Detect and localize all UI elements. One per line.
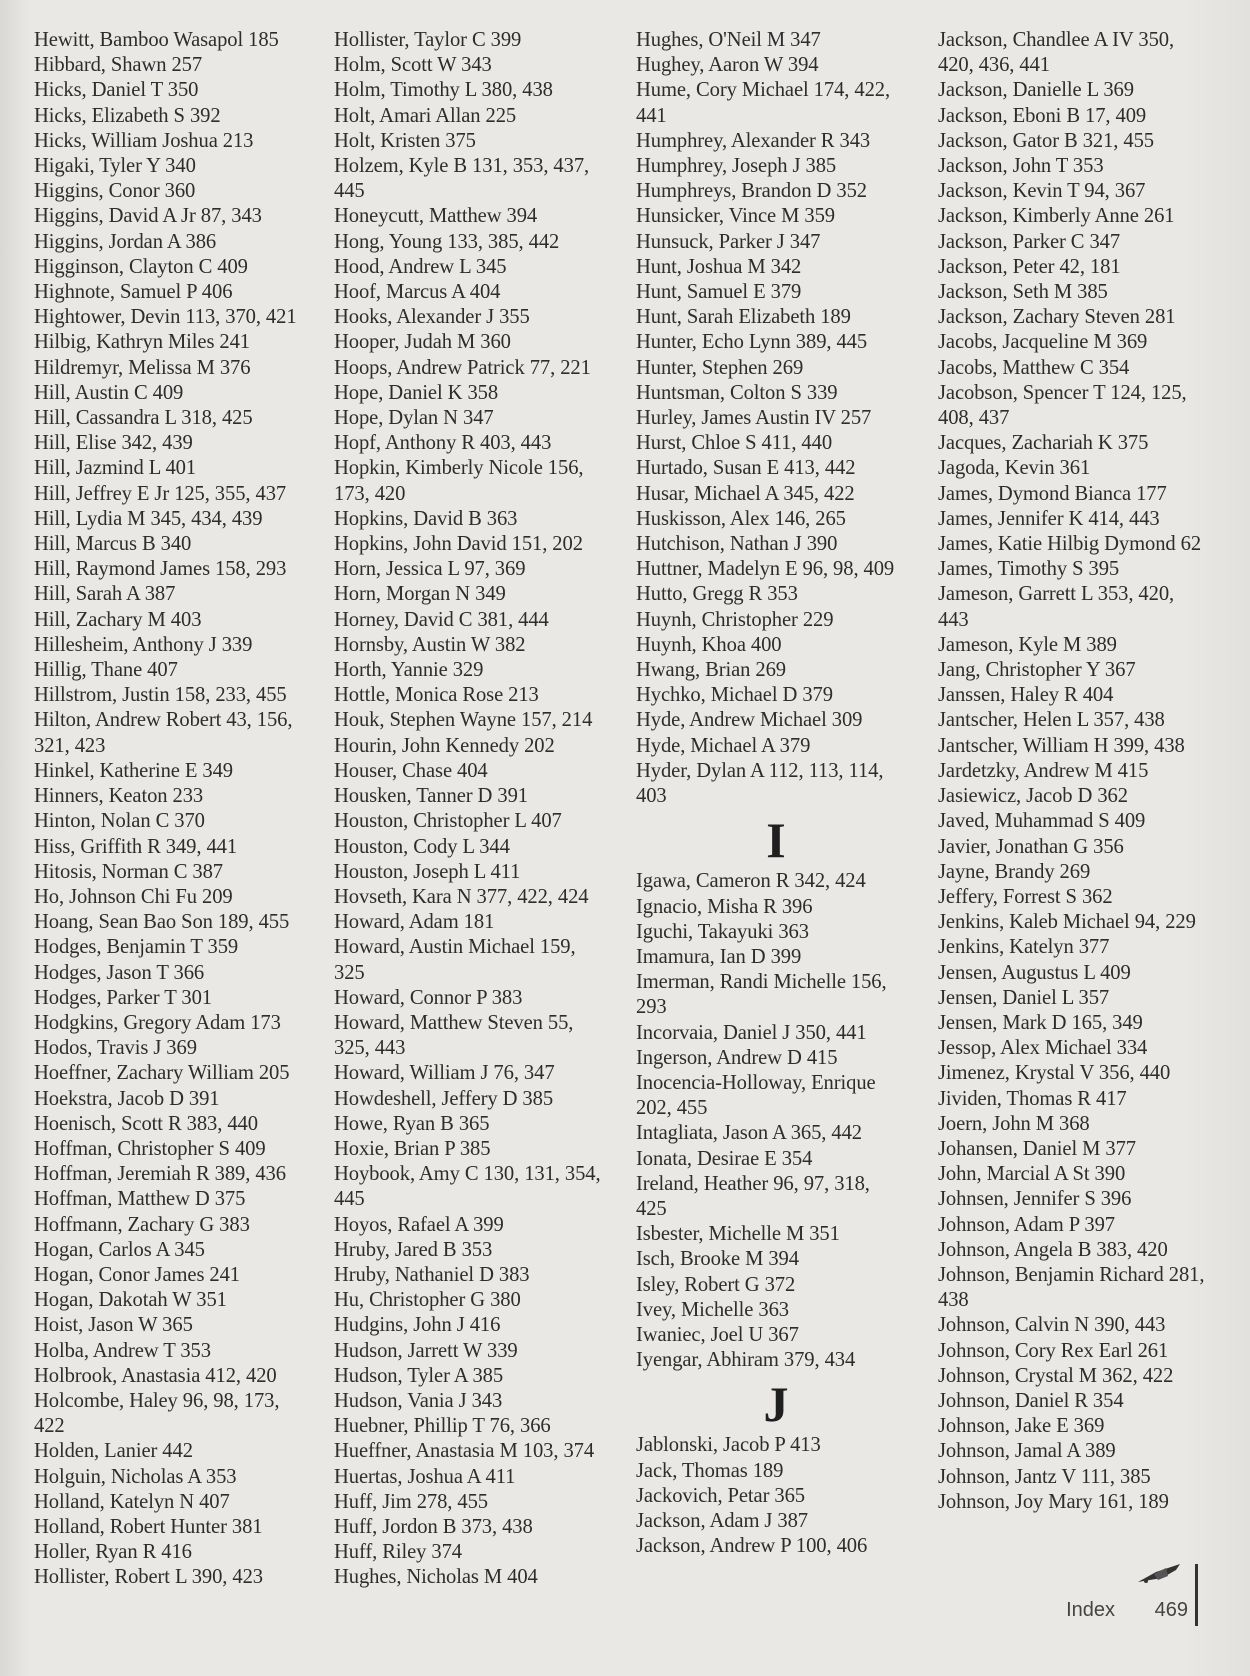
- index-entry: Humphrey, Joseph J 385: [636, 155, 837, 178]
- index-entry: Jardetzky, Andrew M 415: [938, 759, 1149, 782]
- index-entry: Housken, Tanner D 391: [334, 785, 528, 808]
- index-entry: Humphreys, Brandon D 352: [636, 180, 867, 203]
- index-entry: Jividen, Thomas R 417: [938, 1087, 1127, 1110]
- index-entry: Hu, Christopher G 380: [334, 1289, 521, 1312]
- index-entry: Hyder, Dylan A 112, 113, 114,: [636, 759, 884, 782]
- index-entry: Hoops, Andrew Patrick 77, 221: [334, 356, 591, 379]
- index-entry: Jackovich, Petar 365: [636, 1484, 805, 1507]
- index-entry: Honeycutt, Matthew 394: [334, 205, 538, 228]
- index-entry: Hopkins, David B 363: [334, 507, 518, 530]
- index-entry: Isbester, Michelle M 351: [636, 1223, 840, 1246]
- index-entry: Ivey, Michelle 363: [636, 1298, 789, 1321]
- index-entry: 420, 436, 441: [938, 54, 1050, 77]
- index-columns: [0, 28, 1250, 1608]
- index-entry: Hodges, Parker T 301: [34, 986, 212, 1009]
- index-entry: Johnson, Adam P 397: [938, 1213, 1115, 1236]
- index-entry: Johnson, Calvin N 390, 443: [938, 1314, 1166, 1337]
- index-entry: Hollister, Taylor C 399: [334, 29, 522, 51]
- index-entry: Johnson, Daniel R 354: [938, 1389, 1124, 1412]
- index-entry: Johnson, Joy Mary 161, 189: [938, 1490, 1169, 1513]
- index-entry: Hodgkins, Gregory Adam 173: [34, 1011, 281, 1034]
- index-entry: Hoyos, Rafael A 399: [334, 1213, 504, 1236]
- index-entry: Higgins, Conor 360: [34, 180, 196, 203]
- index-entry: Hunt, Samuel E 379: [636, 281, 802, 304]
- index-entry: Jackson, Eboni B 17, 409: [938, 104, 1147, 127]
- index-entry: Holm, Timothy L 380, 438: [334, 79, 553, 102]
- index-entry: Huff, Jim 278, 455: [334, 1490, 488, 1513]
- index-entry: Horn, Morgan N 349: [334, 583, 506, 606]
- index-entry: Hinton, Nolan C 370: [34, 810, 205, 833]
- index-entry: Huynh, Christopher 229: [636, 608, 834, 631]
- index-entry: Howard, Adam 181: [334, 911, 495, 934]
- index-entry: Hruby, Jared B 353: [334, 1238, 493, 1261]
- index-entry: Hodges, Benjamin T 359: [34, 936, 239, 959]
- index-entry: Igawa, Cameron R 342, 424: [636, 870, 866, 893]
- index-entry: Holler, Ryan R 416: [34, 1541, 192, 1564]
- index-entry: 445: [334, 180, 365, 203]
- index-entry: Hueffner, Anastasia M 103, 374: [334, 1440, 595, 1463]
- index-entry: Hume, Cory Michael 174, 422,: [636, 79, 891, 102]
- index-entry: Jackson, Peter 42, 181: [938, 255, 1121, 278]
- index-entry: Iwaniec, Joel U 367: [636, 1323, 799, 1346]
- index-entry: 441: [636, 104, 667, 127]
- index-entry: Jackson, Chandlee A IV 350,: [938, 29, 1175, 51]
- index-entry: Janssen, Haley R 404: [938, 684, 1114, 707]
- index-entry: Howard, Austin Michael 159,: [334, 936, 576, 959]
- index-entry: Holm, Scott W 343: [334, 54, 492, 77]
- index-entry: Hicks, William Joshua 213: [34, 129, 254, 152]
- index-entry: Hopf, Anthony R 403, 443: [334, 432, 552, 455]
- index-entry: Holt, Kristen 375: [334, 129, 476, 152]
- index-entry: Higginson, Clayton C 409: [34, 255, 248, 278]
- index-entry: Hutto, Gregg R 353: [636, 583, 798, 606]
- index-entry: Hunsuck, Parker J 347: [636, 230, 821, 253]
- index-entry: Huff, Jordon B 373, 438: [334, 1515, 533, 1538]
- index-entry: Hodos, Travis J 369: [34, 1037, 197, 1060]
- index-entry: Hunter, Echo Lynn 389, 445: [636, 331, 868, 354]
- index-entry: Hoybook, Amy C 130, 131, 354,: [334, 1163, 601, 1186]
- index-entry: 293: [636, 996, 667, 1019]
- footer-vertical-rule: [1195, 1564, 1198, 1626]
- index-entry: Jameson, Garrett L 353, 420,: [938, 583, 1175, 606]
- index-entry: Iguchi, Takayuki 363: [636, 920, 809, 943]
- index-entry: Hinners, Keaton 233: [34, 785, 204, 808]
- index-entry: Hope, Daniel K 358: [334, 381, 499, 404]
- index-entry: Huertas, Joshua A 411: [334, 1465, 516, 1488]
- index-entry: James, Jennifer K 414, 443: [938, 507, 1160, 530]
- index-entry: Jackson, Seth M 385: [938, 281, 1108, 304]
- index-entry: 443: [938, 608, 969, 631]
- index-column-3: [636, 28, 936, 1559]
- index-entry: Houston, Joseph L 411: [334, 860, 521, 883]
- index-entry: Hoenisch, Scott R 383, 440: [34, 1112, 258, 1135]
- graduation-cap-logo-icon: [1136, 1560, 1182, 1586]
- index-entry: 403: [636, 785, 667, 808]
- index-entry: Hoang, Sean Bao Son 189, 455: [34, 911, 290, 934]
- index-entry: Hicks, Elizabeth S 392: [34, 104, 221, 127]
- index-entry: Houk, Stephen Wayne 157, 214: [334, 709, 593, 732]
- index-entry: Jablonski, Jacob P 413: [636, 1434, 821, 1457]
- index-entry: Jayne, Brandy 269: [938, 860, 1091, 883]
- index-entry: Jenkins, Kaleb Michael 94, 229: [938, 911, 1196, 934]
- index-entry: Hottle, Monica Rose 213: [334, 684, 539, 707]
- index-entry: Hunt, Joshua M 342: [636, 255, 802, 278]
- index-entry: Jackson, Adam J 387: [636, 1509, 808, 1532]
- index-entry: Jackson, Kevin T 94, 367: [938, 180, 1146, 203]
- index-entry: Jantscher, Helen L 357, 438: [938, 709, 1165, 732]
- index-entry: 325: [334, 961, 365, 984]
- index-entry: Joern, John M 368: [938, 1112, 1090, 1135]
- index-entry: Hildremyr, Melissa M 376: [34, 356, 251, 379]
- index-entry: Humphrey, Alexander R 343: [636, 129, 871, 152]
- index-entry: Hillesheim, Anthony J 339: [34, 633, 253, 656]
- footer-section-label: Index: [1066, 1599, 1115, 1621]
- index-entry: Jacobs, Matthew C 354: [938, 356, 1130, 379]
- index-entry: Hillig, Thane 407: [34, 659, 178, 682]
- index-entry: Holt, Amari Allan 225: [334, 104, 517, 127]
- index-entry: Hopkins, John David 151, 202: [334, 533, 583, 556]
- index-entry: Hoof, Marcus A 404: [334, 281, 501, 304]
- index-entry: Hogan, Conor James 241: [34, 1263, 241, 1286]
- index-entry: Hightower, Devin 113, 370, 421: [34, 306, 297, 329]
- index-entry: Houser, Chase 404: [334, 759, 488, 782]
- index-entry: Jackson, Gator B 321, 455: [938, 129, 1154, 152]
- index-entry: Horn, Jessica L 97, 369: [334, 558, 526, 581]
- index-entry: Johnson, Benjamin Richard 281,: [938, 1263, 1205, 1286]
- index-entry: Hughey, Aaron W 394: [636, 54, 819, 77]
- index-entry: Johnson, Crystal M 362, 422: [938, 1364, 1174, 1387]
- index-entry: 438: [938, 1289, 969, 1312]
- index-entry: Holden, Lanier 442: [34, 1440, 193, 1463]
- index-entry: Holguin, Nicholas A 353: [34, 1465, 237, 1488]
- index-entry: Howard, Connor P 383: [334, 986, 523, 1009]
- index-entry: Huff, Riley 374: [334, 1541, 462, 1564]
- index-entry: 425: [636, 1197, 667, 1220]
- index-entry: Hiss, Griffith R 349, 441: [34, 835, 238, 858]
- index-entry: Hughes, Nicholas M 404: [334, 1566, 538, 1589]
- index-entry: 173, 420: [334, 482, 406, 505]
- index-entry: Jack, Thomas 189: [636, 1459, 784, 1482]
- index-entry: Hurley, James Austin IV 257: [636, 407, 872, 430]
- index-entry: James, Timothy S 395: [938, 558, 1120, 581]
- index-entry: Hibbard, Shawn 257: [34, 54, 203, 77]
- index-entry: 422: [34, 1415, 65, 1438]
- index-entry: 325, 443: [334, 1037, 406, 1060]
- page-number: 469: [1154, 1599, 1188, 1621]
- index-entry: Hill, Sarah A 387: [34, 583, 176, 606]
- index-entry: Ireland, Heather 96, 97, 318,: [636, 1172, 870, 1195]
- index-entry: Ionata, Desirae E 354: [636, 1147, 813, 1170]
- index-entry: Holba, Andrew T 353: [34, 1339, 211, 1362]
- index-entry: Jensen, Daniel L 357: [938, 986, 1110, 1009]
- index-entry: Hudson, Jarrett W 339: [334, 1339, 518, 1362]
- index-entry: Jasiewicz, Jacob D 362: [938, 785, 1128, 808]
- index-entry: Hillstrom, Justin 158, 233, 455: [34, 684, 287, 707]
- index-entry: Huntsman, Colton S 339: [636, 381, 838, 404]
- index-entry: Ignacio, Misha R 396: [636, 895, 813, 918]
- index-entry: Higgins, David A Jr 87, 343: [34, 205, 262, 228]
- index-entry: Jantscher, William H 399, 438: [938, 734, 1185, 757]
- index-entry: Ho, Johnson Chi Fu 209: [34, 885, 233, 908]
- section-letter-heading: I: [766, 812, 786, 869]
- index-entry: Isley, Robert G 372: [636, 1273, 796, 1296]
- index-entry: Hill, Raymond James 158, 293: [34, 558, 287, 581]
- index-entry: Hogan, Dakotah W 351: [34, 1289, 227, 1312]
- index-entry: Hudson, Tyler A 385: [334, 1364, 504, 1387]
- index-entry: Howdeshell, Jeffery D 385: [334, 1087, 554, 1110]
- index-entry: Jameson, Kyle M 389: [938, 633, 1117, 656]
- index-entry: Hurtado, Susan E 413, 442: [636, 457, 856, 480]
- index-entry: 321, 423: [34, 734, 106, 757]
- index-entry: Jacobs, Jacqueline M 369: [938, 331, 1148, 354]
- index-entry: Johansen, Daniel M 377: [938, 1137, 1136, 1160]
- index-entry: Horth, Yannie 329: [334, 659, 484, 682]
- index-entry: Johnson, Cory Rex Earl 261: [938, 1339, 1169, 1362]
- index-entry: Hicks, Daniel T 350: [34, 79, 199, 102]
- index-entry: Hill, Elise 342, 439: [34, 432, 193, 455]
- index-entry: Hoekstra, Jacob D 391: [34, 1087, 220, 1110]
- index-entry: Hill, Cassandra L 318, 425: [34, 407, 253, 430]
- index-entry: Johnson, Jake E 369: [938, 1415, 1105, 1438]
- index-entry: James, Katie Hilbig Dymond 62: [938, 533, 1202, 556]
- index-entry: Holland, Katelyn N 407: [34, 1490, 230, 1513]
- index-entry: Howard, William J 76, 347: [334, 1062, 555, 1085]
- index-entry: Hitosis, Norman C 387: [34, 860, 223, 883]
- index-entry: Hoffman, Christopher S 409: [34, 1137, 266, 1160]
- index-entry: Incorvaia, Daniel J 350, 441: [636, 1021, 867, 1044]
- index-entry: Hooper, Judah M 360: [334, 331, 511, 354]
- index-entry: Hudson, Vania J 343: [334, 1389, 503, 1412]
- index-entry: Hoffmann, Zachary G 383: [34, 1213, 250, 1236]
- index-entry: Imerman, Randi Michelle 156,: [636, 971, 887, 994]
- index-entry: Hunter, Stephen 269: [636, 356, 804, 379]
- index-entry: Hutchison, Nathan J 390: [636, 533, 838, 556]
- index-entry: Hoffman, Matthew D 375: [34, 1188, 246, 1211]
- index-entry: Jagoda, Kevin 361: [938, 457, 1091, 480]
- index-entry: John, Marcial A St 390: [938, 1163, 1126, 1186]
- index-entry: Holland, Robert Hunter 381: [34, 1515, 263, 1538]
- index-entry: Jeffery, Forrest S 362: [938, 885, 1113, 908]
- index-entry: Jacques, Zachariah K 375: [938, 432, 1149, 455]
- index-entry: Hourin, John Kennedy 202: [334, 734, 555, 757]
- index-entry: Hruby, Nathaniel D 383: [334, 1263, 530, 1286]
- index-entry: Jenkins, Katelyn 377: [938, 936, 1110, 959]
- index-entry: Huynh, Khoa 400: [636, 633, 782, 656]
- index-entry: Holcombe, Haley 96, 98, 173,: [34, 1389, 280, 1412]
- index-entry: Iyengar, Abhiram 379, 434: [636, 1349, 856, 1372]
- index-entry: Hill, Marcus B 340: [34, 533, 192, 556]
- index-entry: Hoxie, Brian P 385: [334, 1137, 491, 1160]
- index-entry: Ingerson, Andrew D 415: [636, 1046, 838, 1069]
- index-entry: Horney, David C 381, 444: [334, 608, 549, 631]
- index-entry: Jessop, Alex Michael 334: [938, 1037, 1148, 1060]
- index-entry: Intagliata, Jason A 365, 442: [636, 1122, 862, 1145]
- index-entry: Hunsicker, Vince M 359: [636, 205, 835, 228]
- index-entry: Hychko, Michael D 379: [636, 684, 833, 707]
- index-entry: Highnote, Samuel P 406: [34, 281, 233, 304]
- index-entry: Huskisson, Alex 146, 265: [636, 507, 846, 530]
- index-entry: Jensen, Augustus L 409: [938, 961, 1131, 984]
- index-column-4: [938, 28, 1238, 1515]
- index-entry: Jimenez, Krystal V 356, 440: [938, 1062, 1171, 1085]
- index-entry: Jackson, Zachary Steven 281: [938, 306, 1176, 329]
- index-entry: Hill, Jazmind L 401: [34, 457, 197, 480]
- index-entry: Jacobson, Spencer T 124, 125,: [938, 381, 1187, 404]
- index-entry: Holzem, Kyle B 131, 353, 437,: [334, 155, 590, 178]
- index-column-1: [34, 28, 334, 1591]
- index-entry: Hornsby, Austin W 382: [334, 633, 526, 656]
- index-entry: Huebner, Phillip T 76, 366: [334, 1415, 551, 1438]
- index-entry: 445: [334, 1188, 365, 1211]
- index-entry: Holbrook, Anastasia 412, 420: [34, 1364, 277, 1387]
- index-entry: Johnson, Angela B 383, 420: [938, 1238, 1168, 1261]
- index-entry: Houston, Cody L 344: [334, 835, 510, 858]
- index-entry: Hoist, Jason W 365: [34, 1314, 193, 1337]
- index-entry: Hill, Jeffrey E Jr 125, 355, 437: [34, 482, 287, 505]
- index-entry: 202, 455: [636, 1097, 708, 1120]
- index-entry: Husar, Michael A 345, 422: [636, 482, 855, 505]
- index-entry: Imamura, Ian D 399: [636, 945, 802, 968]
- index-entry: Hong, Young 133, 385, 442: [334, 230, 560, 253]
- index-entry: Hogan, Carlos A 345: [34, 1238, 205, 1261]
- index-entry: Jackson, Andrew P 100, 406: [636, 1535, 868, 1558]
- index-entry: Hunt, Sarah Elizabeth 189: [636, 306, 851, 329]
- index-entry: Hughes, O'Neil M 347: [636, 29, 821, 51]
- index-entry: Hilbig, Kathryn Miles 241: [34, 331, 251, 354]
- index-entry: Hollister, Robert L 390, 423: [34, 1566, 263, 1589]
- index-entry: Hoffman, Jeremiah R 389, 436: [34, 1163, 286, 1186]
- index-entry: Higgins, Jordan A 386: [34, 230, 217, 253]
- index-entry: Hodges, Jason T 366: [34, 961, 205, 984]
- index-entry: Hope, Dylan N 347: [334, 407, 494, 430]
- index-entry: Johnsen, Jennifer S 396: [938, 1188, 1132, 1211]
- index-entry: Hovseth, Kara N 377, 422, 424: [334, 885, 589, 908]
- index-entry: Jackson, Kimberly Anne 261: [938, 205, 1175, 228]
- index-entry: Hyde, Andrew Michael 309: [636, 709, 863, 732]
- index-entry: Hewitt, Bamboo Wasapol 185: [34, 29, 279, 51]
- index-entry: Hudgins, John J 416: [334, 1314, 501, 1337]
- index-entry: Huttner, Madelyn E 96, 98, 409: [636, 558, 895, 581]
- index-entry: Higaki, Tyler Y 340: [34, 155, 196, 178]
- index-entry: Hurst, Chloe S 411, 440: [636, 432, 833, 455]
- index-entry: Howard, Matthew Steven 55,: [334, 1011, 574, 1034]
- index-entry: Hill, Lydia M 345, 434, 439: [34, 507, 263, 530]
- index-entry: Isch, Brooke M 394: [636, 1248, 799, 1271]
- index-entry: Hyde, Michael A 379: [636, 734, 811, 757]
- index-entry: Hopkin, Kimberly Nicole 156,: [334, 457, 584, 480]
- index-entry: Jackson, Parker C 347: [938, 230, 1121, 253]
- index-entry: Johnson, Jantz V 111, 385: [938, 1465, 1151, 1488]
- index-entry: Javed, Muhammad S 409: [938, 810, 1146, 833]
- section-letter-heading: J: [763, 1376, 789, 1433]
- index-entry: James, Dymond Bianca 177: [938, 482, 1167, 505]
- index-entry: Hill, Austin C 409: [34, 381, 184, 404]
- index-entry: Hilton, Andrew Robert 43, 156,: [34, 709, 293, 732]
- index-entry: Hill, Zachary M 403: [34, 608, 202, 631]
- index-entry: Hwang, Brian 269: [636, 659, 786, 682]
- index-entry: Jensen, Mark D 165, 349: [938, 1011, 1143, 1034]
- index-entry: Howe, Ryan B 365: [334, 1112, 490, 1135]
- index-entry: Hooks, Alexander J 355: [334, 306, 530, 329]
- index-entry: Houston, Christopher L 407: [334, 810, 562, 833]
- index-entry: Jackson, John T 353: [938, 155, 1104, 178]
- index-entry: Hinkel, Katherine E 349: [34, 759, 234, 782]
- index-column-2: [334, 28, 634, 1591]
- index-entry: Hoeffner, Zachary William 205: [34, 1062, 290, 1085]
- index-entry: Jackson, Danielle L 369: [938, 79, 1134, 102]
- index-entry: 408, 437: [938, 407, 1010, 430]
- index-entry: Hood, Andrew L 345: [334, 255, 507, 278]
- index-entry: Jang, Christopher Y 367: [938, 659, 1136, 682]
- page-footer: [1010, 1536, 1210, 1626]
- index-entry: Inocencia-Holloway, Enrique: [636, 1071, 876, 1094]
- index-entry: Javier, Jonathan G 356: [938, 835, 1124, 858]
- index-entry: Johnson, Jamal A 389: [938, 1440, 1116, 1463]
